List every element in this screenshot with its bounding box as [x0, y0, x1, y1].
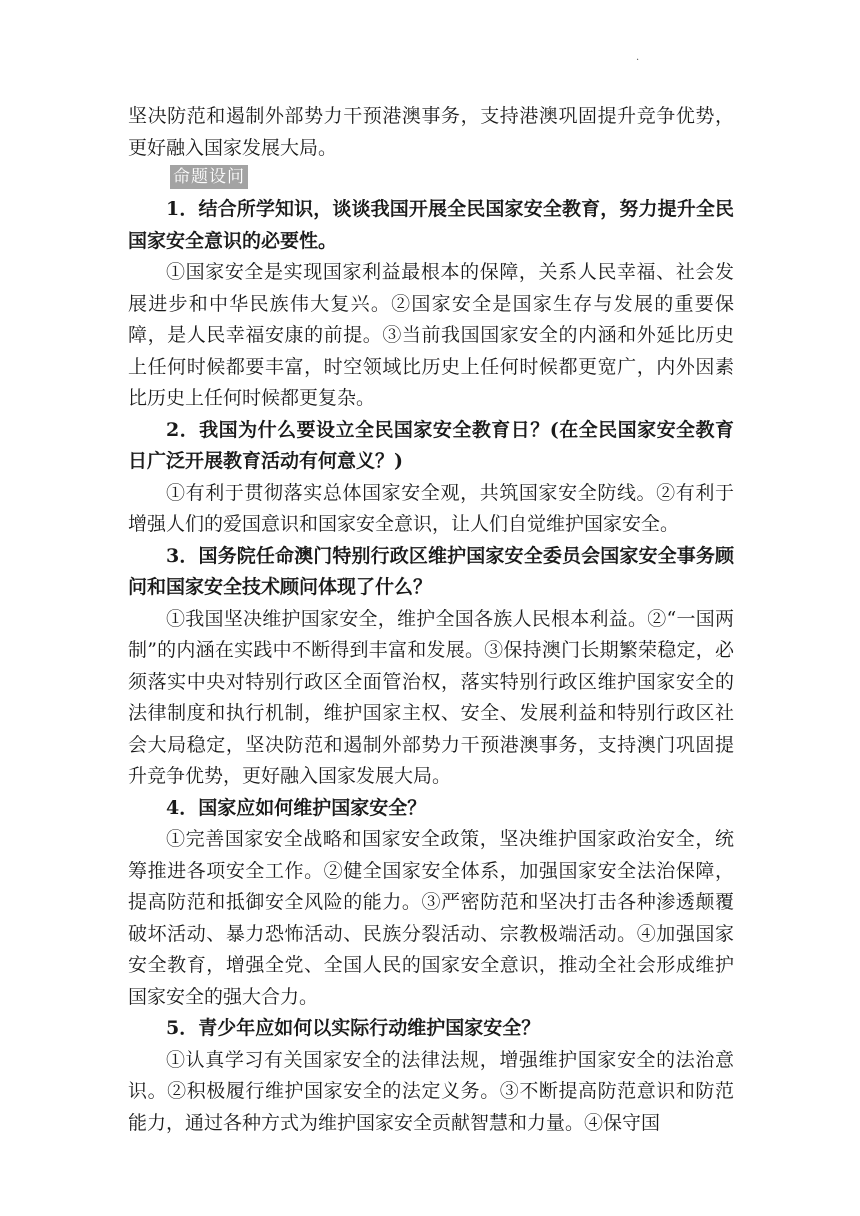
section-tag: 命题设问 [170, 165, 248, 189]
section-tag-line [128, 165, 734, 193]
question-5: 5．青少年应如何以实际行动维护国家安全？ [166, 1017, 541, 1039]
answer-5: ①认真学习有关国家安全的法律法规，增强维护国家安全的法治意识。②积极履行维护国家安全的法定义务。③不断提高防范意识和防范能力，通过各种方式为维护国家安全贡献智慧和力量。④保守国 [128, 1048, 734, 1134]
answer-4: ①完善国家安全战略和国家安全政策，坚决维护国家政治安全，统筹推进各项安全工作。②健全国家安全体系，加强国家安全法治保障，提高防范和抵御安全风险的能力。③严密防范和坚决打击各种渗透颠覆破坏活动、暴力恐怖活动、民族分裂活动、宗教极端活动。④加强国家安全教育，增强全党、全国人民的国家安全意识，推动全社会形成维护国家安全的强大合力。 [128, 828, 734, 1008]
question-2: 2．我国为什么要设立全民国家安全教育日？(在全民国家安全教育日广泛开展教育活动有何意义？) [128, 418, 734, 472]
intro-paragraph: 坚决防范和遏制外部势力干预港澳事务，支持港澳巩固提升竞争优势，更好融入国家发展大局。 [128, 105, 734, 159]
answer-3: ①我国坚决维护国家安全，维护全国各族人民根本利益。②“一国两制”的内涵在实践中不断得到丰富和发展。③保持澳门长期繁荣稳定，必须落实中央对特别行政区全面管治权，落实特别行政区维护国家安全的法律制度和执行机制，维护国家主权、安全、发展利益和特别行政区社会大局稳定，坚决防范和遏制外部势力干预港澳事务，支持澳门巩固提升竞争优势，更好融入国家发展大局。 [128, 607, 734, 787]
question-4: 4．国家应如何维护国家安全？ [166, 796, 427, 819]
answer-2: ①有利于贯彻落实总体国家安全观，共筑国家安全防线。②有利于增强人们的爱国意识和国家安全意识，让人们自觉维护国家安全。 [128, 481, 734, 535]
answer-1: ①国家安全是实现国家利益最根本的保障，关系人民幸福、社会发展进步和中华民族伟大复兴。②国家安全是国家生存与发展的重要保障，是人民幸福安康的前提。③当前我国国家安全的内涵和外延比历史上任何时候都要丰富，时空领域比历史上任何时候都更宽广，内外因素比历史上任何时候都更复杂。 [128, 261, 734, 409]
header-mark: . [636, 52, 640, 63]
document-body [128, 101, 734, 1139]
question-1: 1．结合所学知识，谈谈我国开展全民国家安全教育，努力提升全民国家安全意识的必要性。 [128, 198, 734, 252]
question-3: 3．国务院任命澳门特别行政区维护国家安全委员会国家安全事务顾问和国家安全技术顾问体现了什么？ [128, 544, 734, 598]
